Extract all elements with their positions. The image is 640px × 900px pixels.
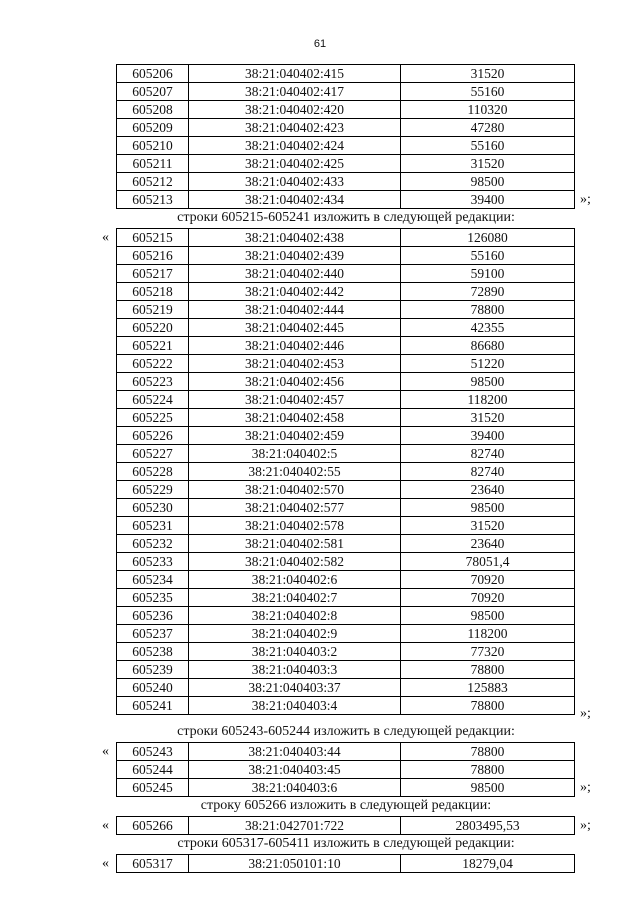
table-row (117, 499, 575, 517)
row-number-cell: 605222 (117, 355, 189, 373)
table-row (117, 571, 575, 589)
row-number-cell: 605218 (117, 283, 189, 301)
row-number-cell: 605210 (117, 137, 189, 155)
row-number-cell: 605211 (117, 155, 189, 173)
value-cell: 31520 (401, 409, 575, 427)
cadastral-number-cell: 38:21:040402:9 (189, 625, 401, 643)
value-cell: 72890 (401, 283, 575, 301)
row-number-cell: 605206 (117, 65, 189, 83)
row-number-cell: 605215 (117, 229, 189, 247)
table-row (117, 779, 575, 797)
cadastral-number-cell: 38:21:040403:44 (189, 743, 401, 761)
cadastral-number-cell: 38:21:040402:6 (189, 571, 401, 589)
cadastral-number-cell: 38:21:040402:424 (189, 137, 401, 155)
table-row (117, 229, 575, 247)
value-cell: 55160 (401, 137, 575, 155)
value-cell: 78800 (401, 743, 575, 761)
value-cell: 31520 (401, 65, 575, 83)
amendment-instruction: строки 605317-605411 изложить в следующей редакции: (177, 836, 515, 851)
cadastral-number-cell: 38:21:040402:444 (189, 301, 401, 319)
value-cell: 23640 (401, 535, 575, 553)
value-cell: 86680 (401, 337, 575, 355)
value-cell: 98500 (401, 499, 575, 517)
value-cell: 98500 (401, 373, 575, 391)
closing-quote: »; (580, 780, 591, 795)
table-row (117, 855, 575, 873)
cadastral-number-cell: 38:21:040402:459 (189, 427, 401, 445)
table-row (117, 625, 575, 643)
value-cell: 47280 (401, 119, 575, 137)
row-number-cell: 605225 (117, 409, 189, 427)
amendment-instruction: строку 605266 изложить в следующей редакции: (200, 798, 492, 813)
value-cell: 23640 (401, 481, 575, 499)
table-row (117, 355, 575, 373)
cadastral-number-cell: 38:21:040402:8 (189, 607, 401, 625)
closing-quote: »; (580, 818, 591, 833)
cadastral-number-cell: 38:21:040403:4 (189, 697, 401, 715)
opening-quote: « (102, 230, 109, 245)
table-row (117, 661, 575, 679)
cadastral-number-cell: 38:21:040402:5 (189, 445, 401, 463)
value-cell: 39400 (401, 191, 575, 209)
table-row (117, 119, 575, 137)
row-number-cell: 605237 (117, 625, 189, 643)
table-row (117, 373, 575, 391)
row-number-cell: 605228 (117, 463, 189, 481)
cadastral-number-cell: 38:21:040402:453 (189, 355, 401, 373)
value-cell: 70920 (401, 571, 575, 589)
table-row (117, 137, 575, 155)
value-cell: 118200 (401, 625, 575, 643)
value-cell: 78051,4 (401, 553, 575, 571)
cadastral-number-cell: 38:21:040403:6 (189, 779, 401, 797)
amendment-instruction: строки 605243-605244 изложить в следующей редакции: (177, 724, 515, 739)
row-number-cell: 605221 (117, 337, 189, 355)
row-number-cell: 605236 (117, 607, 189, 625)
row-number-cell: 605208 (117, 101, 189, 119)
value-cell: 110320 (401, 101, 575, 119)
row-number-cell: 605243 (117, 743, 189, 761)
row-number-cell: 605213 (117, 191, 189, 209)
table-row (117, 65, 575, 83)
cadastral-number-cell: 38:21:040403:37 (189, 679, 401, 697)
cadastral-number-cell: 38:21:040403:45 (189, 761, 401, 779)
value-cell: 77320 (401, 643, 575, 661)
table-row (117, 265, 575, 283)
table-row (117, 301, 575, 319)
value-cell: 18279,04 (401, 855, 575, 873)
row-number-cell: 605226 (117, 427, 189, 445)
table-row (117, 319, 575, 337)
cadastral-number-cell: 38:21:040402:582 (189, 553, 401, 571)
row-number-cell: 605209 (117, 119, 189, 137)
table-row (117, 155, 575, 173)
cadastral-number-cell: 38:21:040402:433 (189, 173, 401, 191)
cadastral-number-cell: 38:21:040402:457 (189, 391, 401, 409)
cadastral-number-cell: 38:21:042701:722 (189, 817, 401, 835)
amendment-instruction: строки 605215-605241 изложить в следующей редакции: (177, 210, 515, 225)
cadastral-number-cell: 38:21:040402:581 (189, 535, 401, 553)
cadastral-number-cell: 38:21:040402:417 (189, 83, 401, 101)
table-row (117, 535, 575, 553)
value-cell: 51220 (401, 355, 575, 373)
value-cell: 118200 (401, 391, 575, 409)
value-cell: 98500 (401, 607, 575, 625)
table-row (117, 553, 575, 571)
cadastral-number-cell: 38:21:050101:10 (189, 855, 401, 873)
row-number-cell: 605317 (117, 855, 189, 873)
table-row (117, 517, 575, 535)
table-row (117, 445, 575, 463)
row-number-cell: 605245 (117, 779, 189, 797)
cadastral-number-cell: 38:21:040402:442 (189, 283, 401, 301)
value-cell: 42355 (401, 319, 575, 337)
table-row (117, 743, 575, 761)
table-row (117, 283, 575, 301)
row-number-cell: 605219 (117, 301, 189, 319)
cadastral-number-cell: 38:21:040402:439 (189, 247, 401, 265)
row-number-cell: 605239 (117, 661, 189, 679)
cadastral-number-cell: 38:21:040402:423 (189, 119, 401, 137)
row-number-cell: 605235 (117, 589, 189, 607)
opening-quote: « (102, 856, 109, 871)
table-row (117, 83, 575, 101)
row-number-cell: 605240 (117, 679, 189, 697)
value-cell: 55160 (401, 83, 575, 101)
table-block-4 (116, 816, 575, 835)
row-number-cell: 605241 (117, 697, 189, 715)
row-number-cell: 605230 (117, 499, 189, 517)
value-cell: 39400 (401, 427, 575, 445)
cadastral-number-cell: 38:21:040402:578 (189, 517, 401, 535)
cadastral-number-cell: 38:21:040402:458 (189, 409, 401, 427)
cadastral-number-cell: 38:21:040402:577 (189, 499, 401, 517)
value-cell: 2803495,53 (401, 817, 575, 835)
table-row (117, 427, 575, 445)
cadastral-number-cell: 38:21:040402:420 (189, 101, 401, 119)
table-row (117, 409, 575, 427)
value-cell: 125883 (401, 679, 575, 697)
row-number-cell: 605223 (117, 373, 189, 391)
value-cell: 78800 (401, 761, 575, 779)
table-row (117, 337, 575, 355)
row-number-cell: 605244 (117, 761, 189, 779)
value-cell: 98500 (401, 779, 575, 797)
cadastral-number-cell: 38:21:040402:570 (189, 481, 401, 499)
value-cell: 55160 (401, 247, 575, 265)
cadastral-number-cell: 38:21:040402:434 (189, 191, 401, 209)
table-block-2 (116, 228, 575, 715)
table-row (117, 643, 575, 661)
cadastral-number-cell: 38:21:040403:2 (189, 643, 401, 661)
opening-quote: « (102, 818, 109, 833)
value-cell: 70920 (401, 589, 575, 607)
cadastral-number-cell: 38:21:040402:446 (189, 337, 401, 355)
value-cell: 126080 (401, 229, 575, 247)
row-number-cell: 605234 (117, 571, 189, 589)
table-row (117, 391, 575, 409)
cadastral-number-cell: 38:21:040402:55 (189, 463, 401, 481)
row-number-cell: 605227 (117, 445, 189, 463)
value-cell: 31520 (401, 517, 575, 535)
cadastral-number-cell: 38:21:040402:438 (189, 229, 401, 247)
cadastral-number-cell: 38:21:040402:445 (189, 319, 401, 337)
cadastral-number-cell: 38:21:040402:415 (189, 65, 401, 83)
table-block-5 (116, 854, 575, 873)
cadastral-number-cell: 38:21:040402:7 (189, 589, 401, 607)
table-row (117, 817, 575, 835)
value-cell: 78800 (401, 661, 575, 679)
value-cell: 98500 (401, 173, 575, 191)
table-row (117, 101, 575, 119)
row-number-cell: 605233 (117, 553, 189, 571)
cadastral-number-cell: 38:21:040402:440 (189, 265, 401, 283)
cadastral-number-cell: 38:21:040403:3 (189, 661, 401, 679)
page-number: 61 (313, 38, 327, 50)
row-number-cell: 605231 (117, 517, 189, 535)
closing-quote: »; (580, 706, 591, 721)
table-row (117, 191, 575, 209)
table-row (117, 463, 575, 481)
table-row (117, 679, 575, 697)
value-cell: 31520 (401, 155, 575, 173)
cadastral-number-cell: 38:21:040402:456 (189, 373, 401, 391)
table-row (117, 607, 575, 625)
row-number-cell: 605238 (117, 643, 189, 661)
opening-quote: « (102, 744, 109, 759)
row-number-cell: 605217 (117, 265, 189, 283)
table-row (117, 697, 575, 715)
cadastral-number-cell: 38:21:040402:425 (189, 155, 401, 173)
closing-quote: »; (580, 192, 591, 207)
table-row (117, 481, 575, 499)
row-number-cell: 605224 (117, 391, 189, 409)
table-block-3 (116, 742, 575, 797)
row-number-cell: 605229 (117, 481, 189, 499)
table-row (117, 761, 575, 779)
row-number-cell: 605266 (117, 817, 189, 835)
value-cell: 78800 (401, 301, 575, 319)
value-cell: 82740 (401, 445, 575, 463)
value-cell: 59100 (401, 265, 575, 283)
row-number-cell: 605220 (117, 319, 189, 337)
table-row (117, 173, 575, 191)
row-number-cell: 605212 (117, 173, 189, 191)
value-cell: 82740 (401, 463, 575, 481)
row-number-cell: 605216 (117, 247, 189, 265)
row-number-cell: 605232 (117, 535, 189, 553)
table-block-1 (116, 64, 575, 209)
value-cell: 78800 (401, 697, 575, 715)
row-number-cell: 605207 (117, 83, 189, 101)
table-row (117, 247, 575, 265)
table-row (117, 589, 575, 607)
